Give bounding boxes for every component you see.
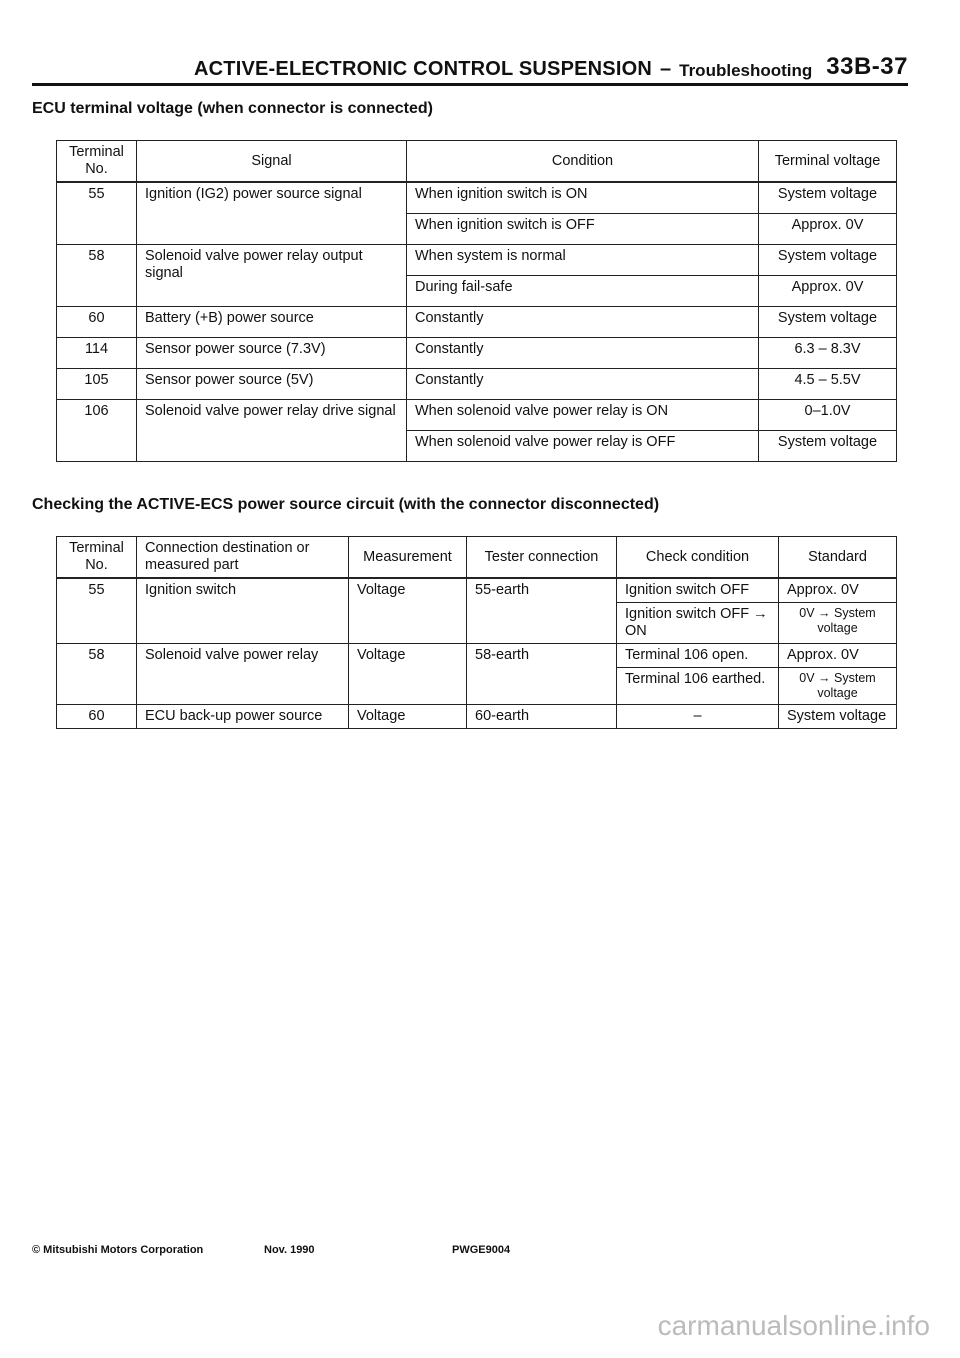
title-dash: – xyxy=(660,58,672,80)
power-circuit-table xyxy=(56,536,897,729)
condition-cell: When ignition switch is ON xyxy=(407,182,759,214)
signal-cell: Battery (+B) power source xyxy=(137,307,407,338)
section-title: ACTIVE-ELECTRONIC CONTROL SUSPENSION xyxy=(194,58,652,80)
voltage-cell: Approx. 0V xyxy=(759,276,897,307)
publish-date: Nov. 1990 xyxy=(264,1244,315,1256)
table-header-row xyxy=(57,537,897,579)
condition-cell: When ignition switch is OFF xyxy=(407,214,759,245)
col-header: Condition xyxy=(407,141,759,183)
check-condition-cell: Terminal 106 earthed. xyxy=(617,668,779,705)
col-header: Connection destination or measured part xyxy=(137,537,349,579)
signal-cell: Sensor power source (5V) xyxy=(137,369,407,400)
voltage-cell: System voltage xyxy=(759,431,897,462)
condition-cell: When solenoid valve power relay is ON xyxy=(407,400,759,431)
col-header: Terminal No. xyxy=(57,537,137,579)
col-header: Terminal No. xyxy=(57,141,137,183)
part-cell: ECU back-up power source xyxy=(137,705,349,729)
power-circuit-heading: Checking the ACTIVE-ECS power source circuit (with the connector disconnected) xyxy=(32,496,660,513)
terminal-cell: 55 xyxy=(57,182,137,245)
col-header: Standard xyxy=(779,537,897,579)
voltage-cell: Approx. 0V xyxy=(759,214,897,245)
condition-cell: When solenoid valve power relay is OFF xyxy=(407,431,759,462)
terminal-cell: 58 xyxy=(57,644,137,705)
tester-cell: 58-earth xyxy=(467,644,617,705)
page-header xyxy=(32,52,908,86)
table-row xyxy=(57,338,897,369)
table-body xyxy=(57,578,897,729)
watermark: carmanualsonline.info xyxy=(657,1310,930,1341)
voltage-cell: 6.3 – 8.3V xyxy=(759,338,897,369)
terminal-cell: 105 xyxy=(57,369,137,400)
terminal-voltage-table xyxy=(56,140,897,462)
part-cell: Ignition switch xyxy=(137,578,349,644)
signal-cell: Solenoid valve power relay output signal xyxy=(137,245,407,307)
voltage-cell: 4.5 – 5.5V xyxy=(759,369,897,400)
condition-cell: Constantly xyxy=(407,369,759,400)
signal-cell: Ignition (IG2) power source signal xyxy=(137,182,407,245)
check-condition-cell: Ignition switch OFF xyxy=(617,578,779,603)
table-row xyxy=(57,182,897,214)
standard-cell: 0V → System voltage xyxy=(779,668,897,705)
table-row xyxy=(57,245,897,276)
table-body xyxy=(57,182,897,462)
copyright: © Mitsubishi Motors Corporation xyxy=(32,1244,204,1256)
standard-cell: System voltage xyxy=(779,705,897,729)
terminal-voltage-heading: ECU terminal voltage (when connector is connected) xyxy=(32,100,433,117)
check-condition-cell: – xyxy=(617,705,779,729)
standard-cell: 0V → System voltage xyxy=(779,603,897,644)
col-header: Terminal voltage xyxy=(759,141,897,183)
check-condition-cell: Terminal 106 open. xyxy=(617,644,779,668)
col-header: Check condition xyxy=(617,537,779,579)
table-row xyxy=(57,705,897,729)
page-number: 33B-37 xyxy=(826,53,908,80)
tester-cell: 60-earth xyxy=(467,705,617,729)
voltage-cell: System voltage xyxy=(759,182,897,214)
condition-cell: Constantly xyxy=(407,307,759,338)
tester-cell: 55-earth xyxy=(467,578,617,644)
signal-cell: Sensor power source (7.3V) xyxy=(137,338,407,369)
table-row xyxy=(57,644,897,668)
voltage-cell: 0–1.0V xyxy=(759,400,897,431)
measurement-cell: Voltage xyxy=(349,644,467,705)
col-header: Tester connection xyxy=(467,537,617,579)
col-header: Measurement xyxy=(349,537,467,579)
terminal-cell: 55 xyxy=(57,578,137,644)
table-row xyxy=(57,578,897,603)
voltage-cell: System voltage xyxy=(759,245,897,276)
col-header: Signal xyxy=(137,141,407,183)
condition-cell: During fail-safe xyxy=(407,276,759,307)
section-subtitle: Troubleshooting xyxy=(679,61,813,80)
table-row xyxy=(57,400,897,431)
terminal-cell: 60 xyxy=(57,705,137,729)
check-condition-cell: Ignition switch OFF → ON xyxy=(617,603,779,644)
voltage-cell: System voltage xyxy=(759,307,897,338)
standard-cell: Approx. 0V xyxy=(779,578,897,603)
terminal-cell: 114 xyxy=(57,338,137,369)
table-row xyxy=(57,307,897,338)
terminal-cell: 106 xyxy=(57,400,137,462)
table-row xyxy=(57,369,897,400)
signal-cell: Solenoid valve power relay drive signal xyxy=(137,400,407,462)
condition-cell: Constantly xyxy=(407,338,759,369)
measurement-cell: Voltage xyxy=(349,705,467,729)
part-cell: Solenoid valve power relay xyxy=(137,644,349,705)
terminal-cell: 60 xyxy=(57,307,137,338)
measurement-cell: Voltage xyxy=(349,578,467,644)
standard-cell: Approx. 0V xyxy=(779,644,897,668)
condition-cell: When system is normal xyxy=(407,245,759,276)
table-header-row xyxy=(57,141,897,183)
terminal-cell: 58 xyxy=(57,245,137,307)
document-code: PWGE9004 xyxy=(452,1244,511,1256)
